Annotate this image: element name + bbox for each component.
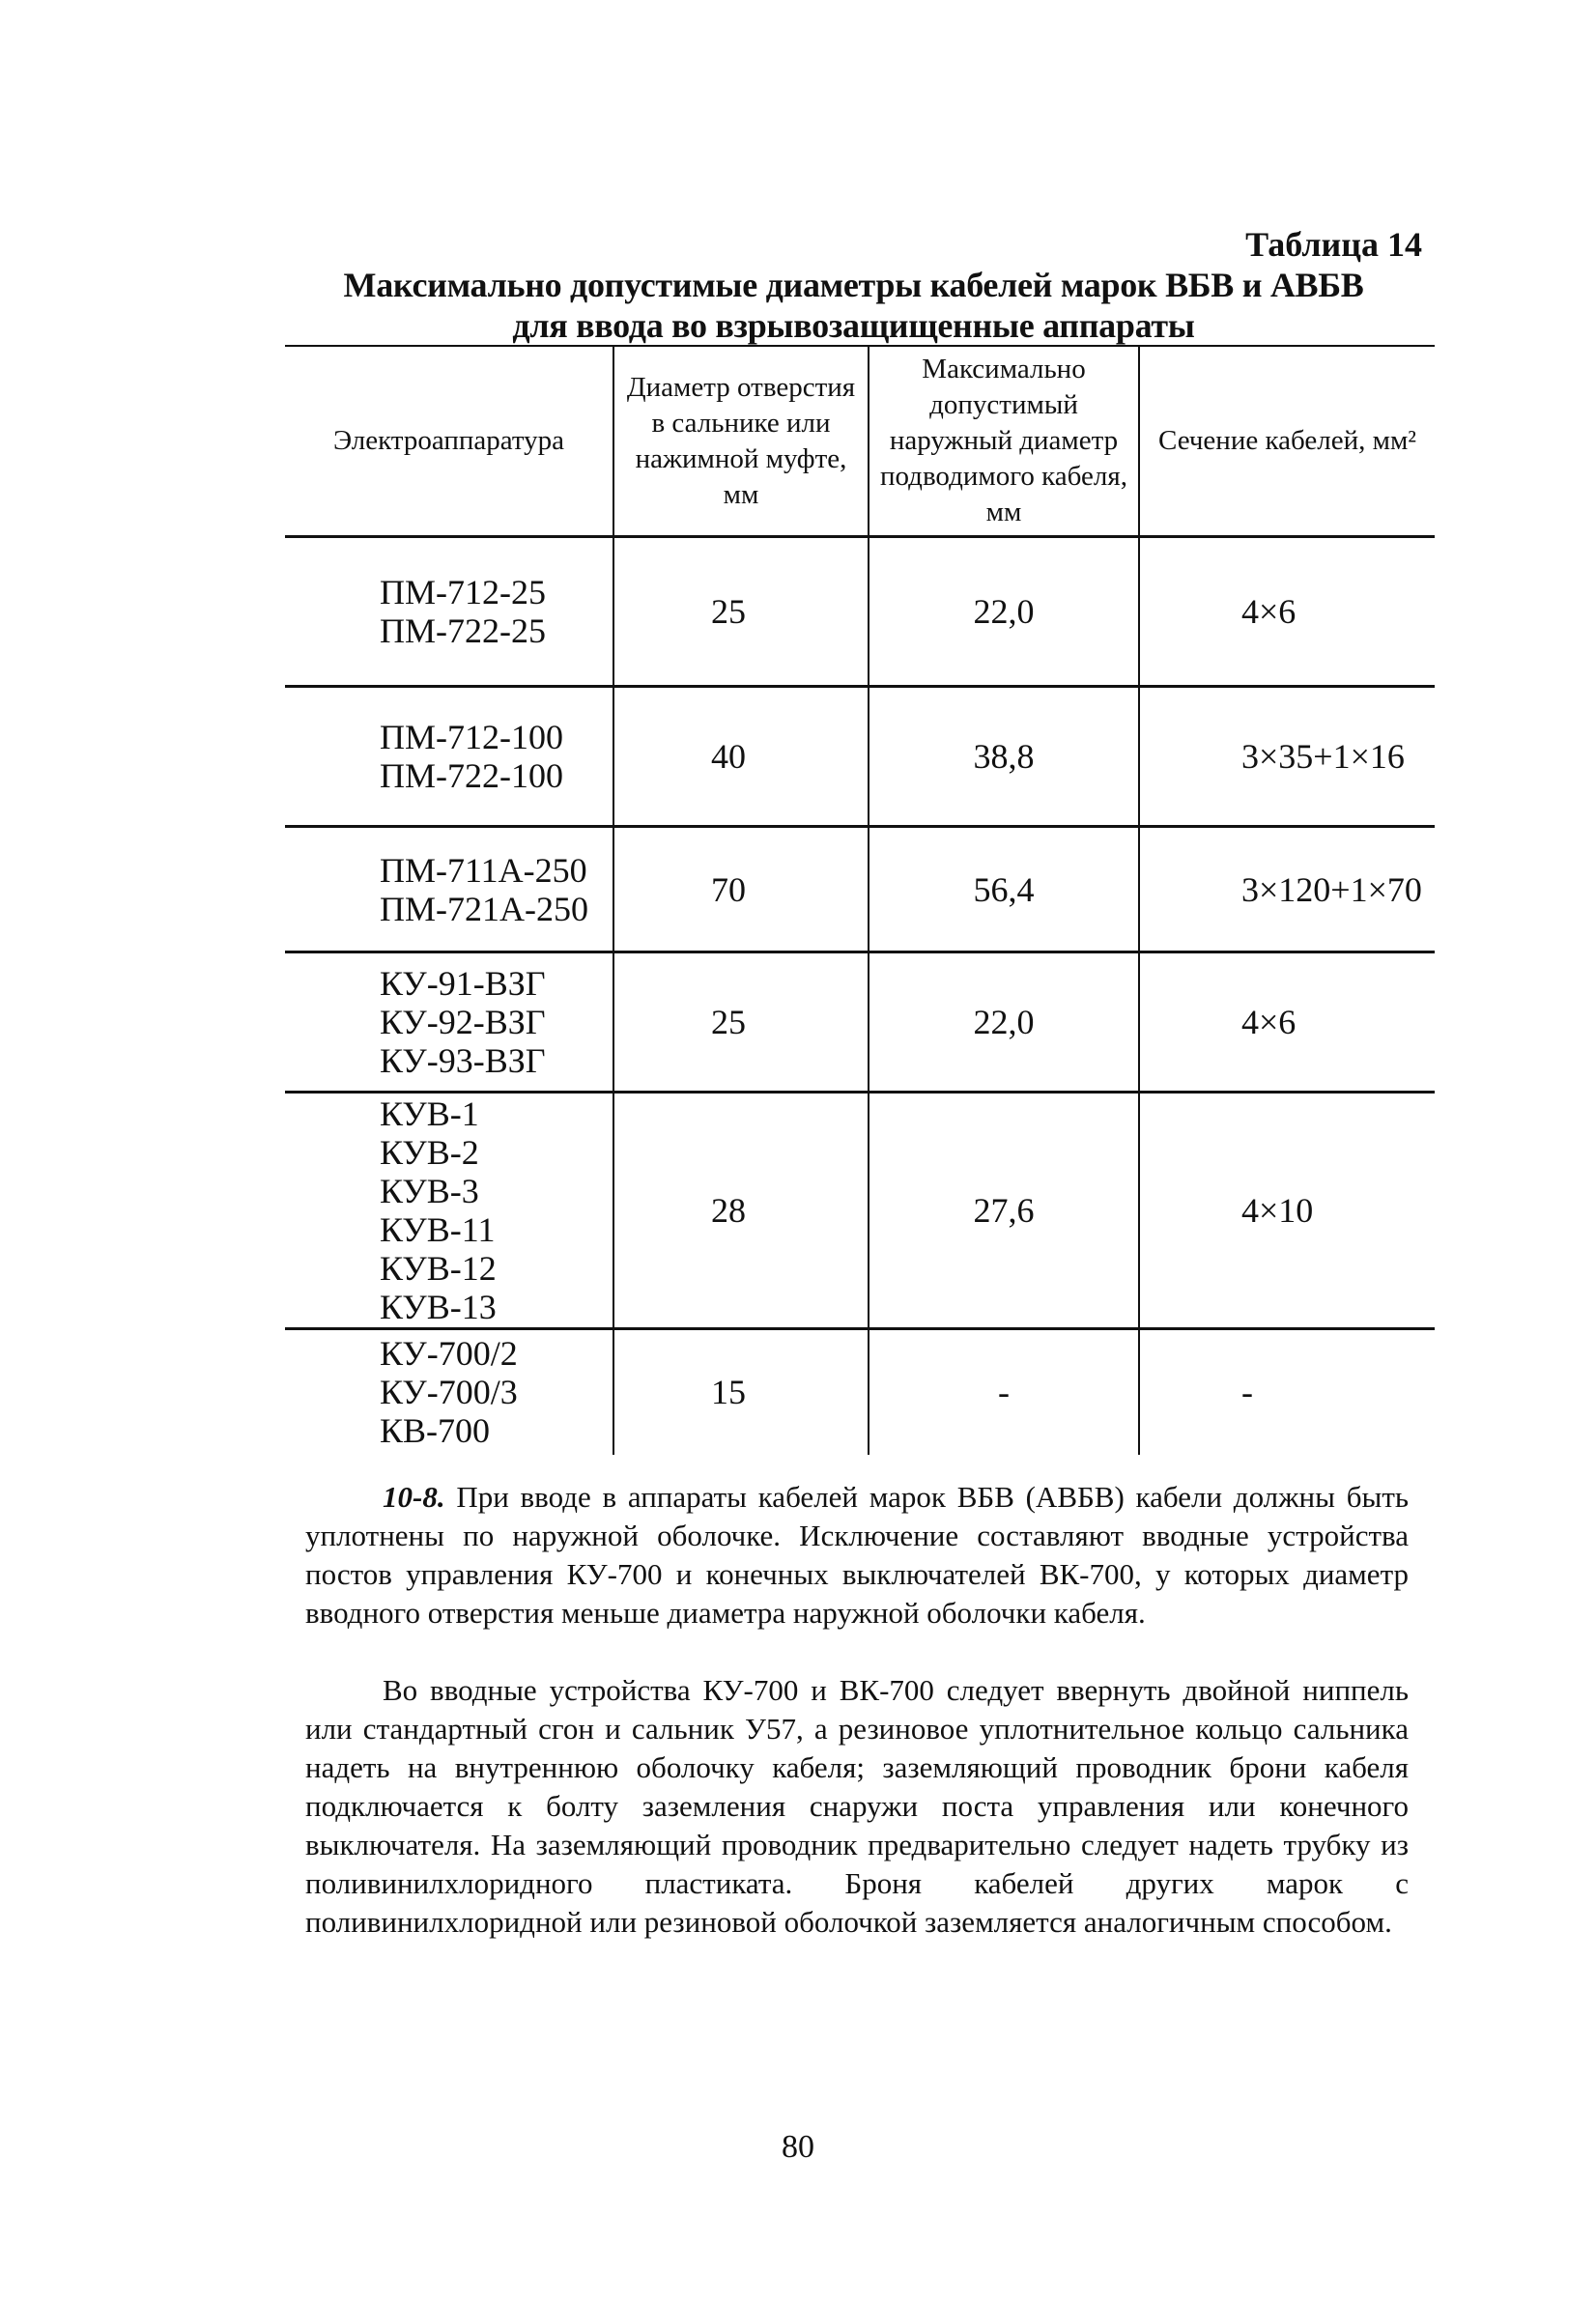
max-diameter-cell: 38,8	[869, 687, 1139, 827]
device-name: КВ-700	[380, 1411, 491, 1451]
cross-section-cell: -	[1139, 1329, 1435, 1455]
cross-section-cell: 4×10	[1139, 1093, 1435, 1329]
table-row	[285, 537, 1435, 687]
max-diameter-cell: 22,0	[869, 952, 1139, 1093]
device-cell	[285, 952, 613, 1093]
device-name: КУВ-1	[380, 1094, 479, 1133]
hole-diameter-cell: 25	[613, 537, 869, 687]
table-number: Таблица 14	[1245, 225, 1422, 264]
device-name: ПМ-722-25	[380, 611, 546, 650]
max-diameter-cell: 22,0	[869, 537, 1139, 687]
device-name: КУВ-13	[380, 1288, 497, 1326]
paragraph-text: При вводе в аппараты кабелей марок ВБВ (АВБВ) кабели должны быть уплотнены по наружной оболочке. Исключение составляют вводные устройства постов управления КУ-700 и конечных выключателей ВК-700, у которых диаметр вводного отверстия меньше диаметра наружной оболочки кабеля.	[305, 1480, 1410, 1630]
device-name: КУ-700/2	[380, 1334, 518, 1374]
table-row	[285, 687, 1435, 827]
device-cell	[285, 1093, 613, 1329]
device-name: ПМ-712-25	[380, 573, 546, 611]
hole-diameter-cell: 25	[613, 952, 869, 1093]
header-max-diameter: Максимально допустимый наружный диаметр подводимого кабеля, мм	[869, 346, 1139, 537]
max-diameter-cell: 56,4	[869, 827, 1139, 952]
device-name: КУВ-2	[380, 1133, 479, 1172]
device-name: ПМ-712-100	[380, 718, 563, 756]
device-name: КУВ-11	[380, 1210, 496, 1249]
header-device: Электроаппаратура	[285, 346, 613, 537]
table-row	[285, 1329, 1435, 1455]
device-name: КУВ-3	[380, 1172, 479, 1210]
device-name: ПМ-721А-250	[380, 889, 588, 928]
device-cell	[285, 537, 613, 687]
max-diameter-cell: -	[869, 1329, 1139, 1455]
cross-section-cell: 3×35+1×16	[1139, 687, 1435, 827]
device-name: КУ-91-ВЗГ	[380, 964, 546, 1003]
device-name: ПМ-711А-250	[380, 850, 587, 890]
header-hole-diameter: Диаметр отверстия в сальнике или нажимной муфте, мм	[613, 346, 869, 537]
header-cross-section: Сечение кабелей, мм²	[1139, 346, 1435, 537]
paragraph-number: 10-8.	[383, 1480, 445, 1514]
device-name: ПМ-722-100	[380, 756, 563, 795]
device-cell	[285, 827, 613, 952]
table-header-row	[285, 346, 1435, 537]
table-row	[285, 827, 1435, 952]
cable-diameter-table	[285, 345, 1435, 1455]
device-name: КУ-93-ВЗГ	[380, 1041, 546, 1080]
table-row	[285, 952, 1435, 1093]
cross-section-cell: 3×120+1×70	[1139, 827, 1435, 952]
hole-diameter-cell: 28	[613, 1093, 869, 1329]
table-title-line-1: Максимально допустимые диаметры кабелей марок ВБВ и АВБВ	[343, 266, 1364, 304]
device-name: КУ-700/3	[380, 1373, 518, 1412]
hole-diameter-cell: 70	[613, 827, 869, 952]
table-title	[285, 265, 1422, 346]
cross-section-cell: 4×6	[1139, 537, 1435, 687]
page-number: 80	[782, 2129, 814, 2165]
paragraph-10-8	[305, 1478, 1409, 1633]
paragraph-grounding: Во вводные устройства КУ-700 и ВК-700 следует ввернуть двойной ниппель или стандартный сгон и сальник У57, а резиновое уплотнительное кольцо сальника надеть на внутреннюю оболочку кабеля; заземляющий проводник брони кабеля подключается к болту заземления снаружи поста управления или конечного выключателя. На заземляющий проводник предварительно следует надеть трубку из поливинилхлоридного пластиката. Броня кабелей других марок с поливинилхлоридной или резиновой оболочкой заземляется аналогичным способом.	[305, 1673, 1409, 1939]
max-diameter-cell: 27,6	[869, 1093, 1139, 1329]
cross-section-cell: 4×6	[1139, 952, 1435, 1093]
hole-diameter-cell: 15	[613, 1329, 869, 1455]
table-title-line-2: для ввода во взрывозащищенные аппараты	[512, 306, 1195, 345]
device-cell	[285, 1329, 613, 1455]
device-name: КУВ-12	[380, 1249, 497, 1288]
hole-diameter-cell: 40	[613, 687, 869, 827]
device-name: КУ-92-ВЗГ	[380, 1003, 546, 1041]
device-cell	[285, 687, 613, 827]
table-row	[285, 1093, 1435, 1329]
